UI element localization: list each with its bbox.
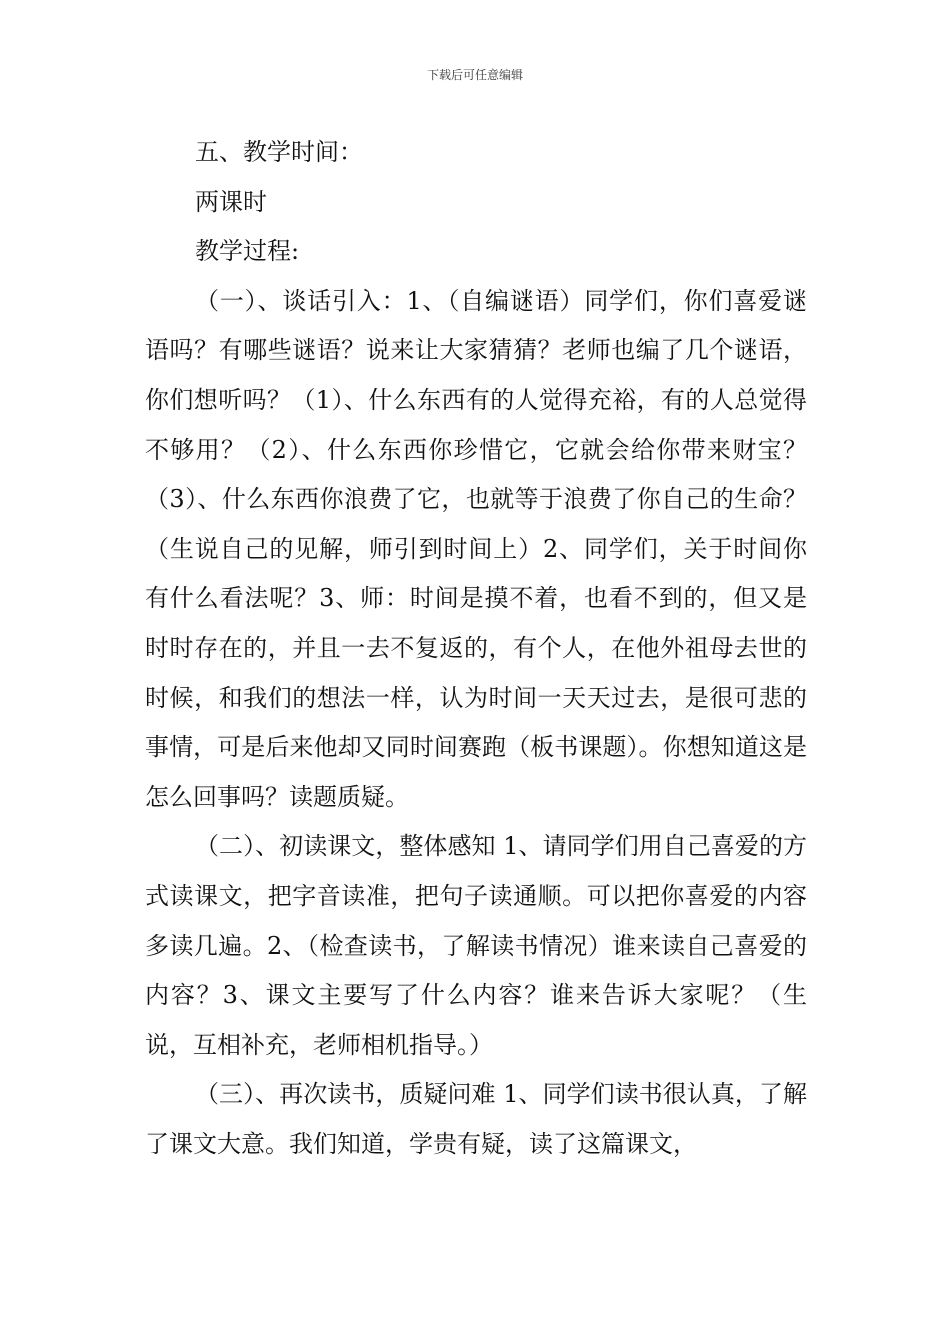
page-header-note: 下载后可任意编辑 <box>426 68 523 82</box>
section-heading-teaching-time: 五、教学时间： <box>195 138 363 166</box>
paragraph-first-reading: （二）、初读课文，整体感知 1、请同学们用自己喜爱的方式读课文，把字音读准，把句子读通顺。可以把你喜爱的内容多读几遍。2、（检查读书，了解读书情况）谁来读自己喜爱的内容？3、课文主要写了什么内容？谁来告诉大家呢？（生说，互相补充，老师相机指导。） <box>145 832 807 1059</box>
class-periods: 两课时 <box>195 187 267 216</box>
paragraph-intro: （一）、谈话引入：1、（自编谜语）同学们，你们喜爱谜语吗？有哪些谜语？说来让大家猜猜？老师也编了几个谜语，你们想听吗？（1）、什么东西有的人觉得充裕，有的人总觉得不够用？（2）、什么东西你珍惜它，它就会给你带来财宝？（3）、什么东西你浪费了它，也就等于浪费了你自己的生命？（生说自己的见解，师引到时间上）2、同学们，关于时间你有什么看法呢？3、师：时间是摸不着，也看不到的，但又是时时存在的，并且一去不复返的，有个人，在他外祖母去世的时候，和我们的想法一样，认为时间一天天过去，是很可悲的事情，可是后来他却又同时间赛跑（板书课题）。你想知道这是怎么回事吗？读题质疑。 <box>145 286 807 811</box>
document-body <box>145 128 807 1169</box>
teaching-process-label: 教学过程: <box>195 237 300 266</box>
paragraph-second-reading: （三）、再次读书，质疑问难 1、同学们读书很认真，了解了课文大意。我们知道，学贵有疑，读了这篇课文， <box>145 1080 807 1158</box>
